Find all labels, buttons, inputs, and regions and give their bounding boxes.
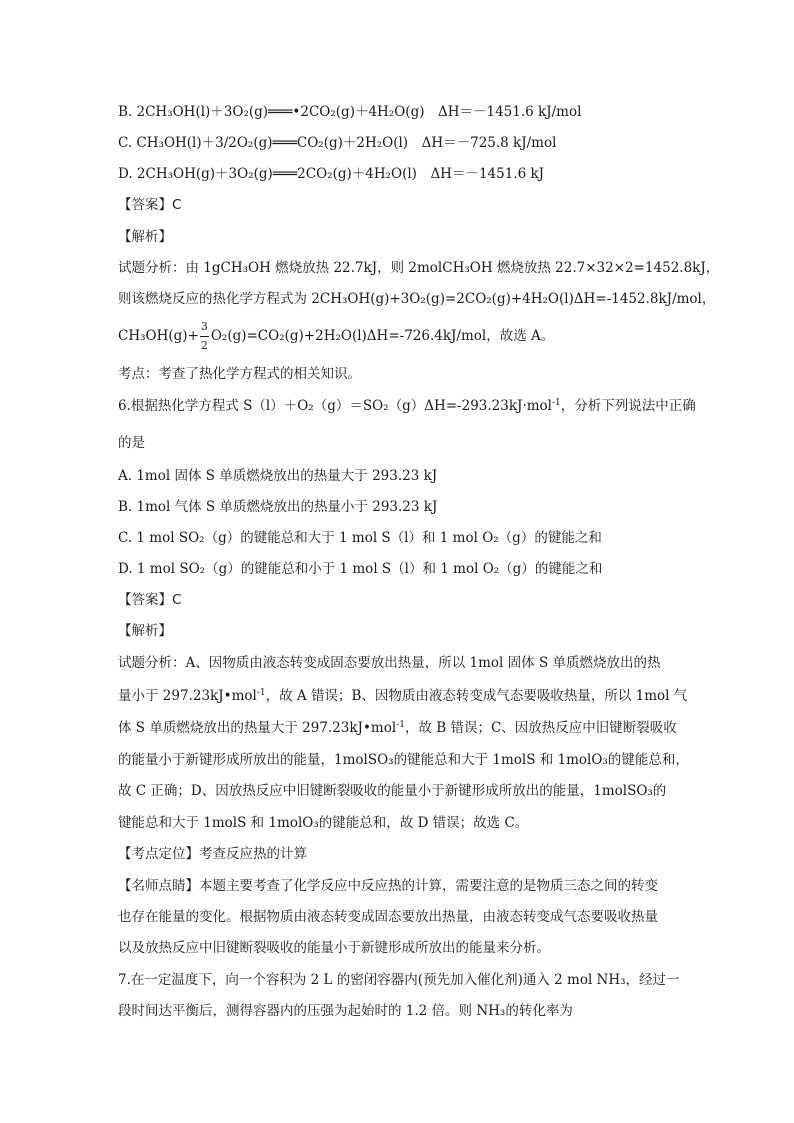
q6-analysis-line-1: 试题分析：A、因物质由液态转变成固态要放出热量，所以 1mol 固体 S 单质燃烧放出的热 [118,655,661,671]
q6-stem-superscript: -1 [552,398,561,408]
q6-analysis-line-2-start: 量小于 297.23kJ•mol [118,688,257,704]
q6-analysis-line-3-end: ，故 B 错误；C、因放热反应中旧键断裂吸收 [404,720,677,736]
q6-analysis-line-6: 键能总和大于 1molS 和 1molO₃的键能总和，故 D 错误；故选 C。 [118,815,529,831]
q5-analysis-line-3-start: CH₃OH(g)+ [118,328,199,344]
q6-analysis-tag: 【解析】 [118,623,172,639]
q6-analysis-line-3-start: 体 S 单质燃烧放出的热量大于 297.23kJ•mol [118,720,397,736]
q6-analysis-line-2 [118,686,687,706]
q6-analysis-line-2-sup: -1 [256,688,266,698]
q6-stem-tail: ，分析下列说法中正确 [560,398,696,414]
q5-option-d: D. 2CH₃OH(g)＋3O₂(g)═══2CO₂(g)＋4H₂O(l) ΔH＝－1451.6 kJ [118,166,545,182]
q6-analysis-line-4: 的能量小于新键形成所放出的能量，1molSO₃的键能总和大于 1molS 和 1molO₃的键能总和， [118,752,689,768]
q6-stem-line-1 [118,396,696,416]
q5-answer-tag: 【答案】C [118,197,182,213]
fraction-numerator: 3 [200,319,208,333]
q5-analysis-line-3 [118,319,555,352]
q6-analysis-line-5: 故 C 正确；D、因放热反应中旧键断裂吸收的能量小于新键形成所放出的能量，1molSO₃的 [118,783,667,799]
q5-kaodian: 考点：考查了热化学方程式的相关知识。 [118,366,361,382]
q6-analysis-line-3 [118,718,677,738]
q5-analysis-line-3-end: O₂(g)=CO₂(g)+2H₂O(l)ΔH=-726.4kJ/mol，故选 A。 [210,328,555,344]
fraction-denominator: 2 [200,338,208,352]
q5-option-c: C. CH₃OH(l)＋3/2O₂(g)═══CO₂(g)＋2H₂O(l) ΔH＝－725.8 kJ/mol [118,135,557,151]
q6-analysis-line-3-sup: -1 [396,720,405,730]
q5-analysis-line-1: 试题分析：由 1gCH₃OH 燃烧放热 22.7kJ，则 2molCH₃OH 燃烧放热 22.7×32×2=1452.8kJ， [118,260,720,276]
q6-stem-line-2: 的是 [118,435,145,451]
q6-option-a: A. 1mol 固体 S 单质燃烧放出的热量大于 293.23 kJ [118,468,438,484]
q7-stem-line-1: 7.在一定温度下，向一个容积为 2 L 的密闭容器内(预先加入催化剂)通入 2 mol NH₃，经过一 [118,972,680,988]
q6-kaodian-tag: 【考点定位】考查反应热的计算 [118,846,307,862]
q6-answer-tag: 【答案】C [118,592,182,608]
q5-analysis-line-2: 则该燃烧反应的热化学方程式为 2CH₃OH(g)+3O₂(g)=2CO₂(g)+4H₂O(l)ΔH=-1452.8kJ/mol， [118,291,716,307]
q7-stem-line-2: 段时间达平衡后，测得容器内的压强为起始时的 1.2 倍。则 NH₃的转化率为 [118,1003,573,1019]
q6-analysis-line-2-end: ，故 A 错误；B、因物质由液态转变成气态要吸收热量，所以 1mol 气 [265,688,688,704]
q6-option-d: D. 1 mol SO₂（g）的键能总和小于 1 mol S（l）和 1 mol O₂（g）的键能之和 [118,561,603,577]
q5-option-b: B. 2CH₃OH(l)＋3O₂(g)═══•2CO₂(g)＋4H₂O(g) ΔH＝－1451.6 kJ/mol [118,104,582,120]
fraction-three-halves [200,319,210,352]
q5-analysis-tag: 【解析】 [118,229,172,245]
q6-mingshi-line-3: 以及放热反应中旧键断裂吸收的能量小于新键形成所放出的能量来分析。 [118,940,550,956]
q6-mingshi-line-2: 也存在能量的变化。根据物质由液态转变成固态要放出热量，由液态转变成气态要吸收热量 [118,909,658,925]
q6-option-b: B. 1mol 气体 S 单质燃烧放出的热量小于 293.23 kJ [118,499,438,515]
q6-option-c: C. 1 mol SO₂（g）的键能总和大于 1 mol S（l）和 1 mol O₂（g）的键能之和 [118,530,602,546]
q6-mingshi-line-1: 【名师点睛】本题主要考查了化学反应中反应热的计算，需要注意的是物质三态之间的转变 [118,878,658,894]
q6-stem-equation: 6.根据热化学方程式 S（l）＋O₂（g）＝SO₂（g）ΔH=-293.23kJ·mol [118,398,552,414]
